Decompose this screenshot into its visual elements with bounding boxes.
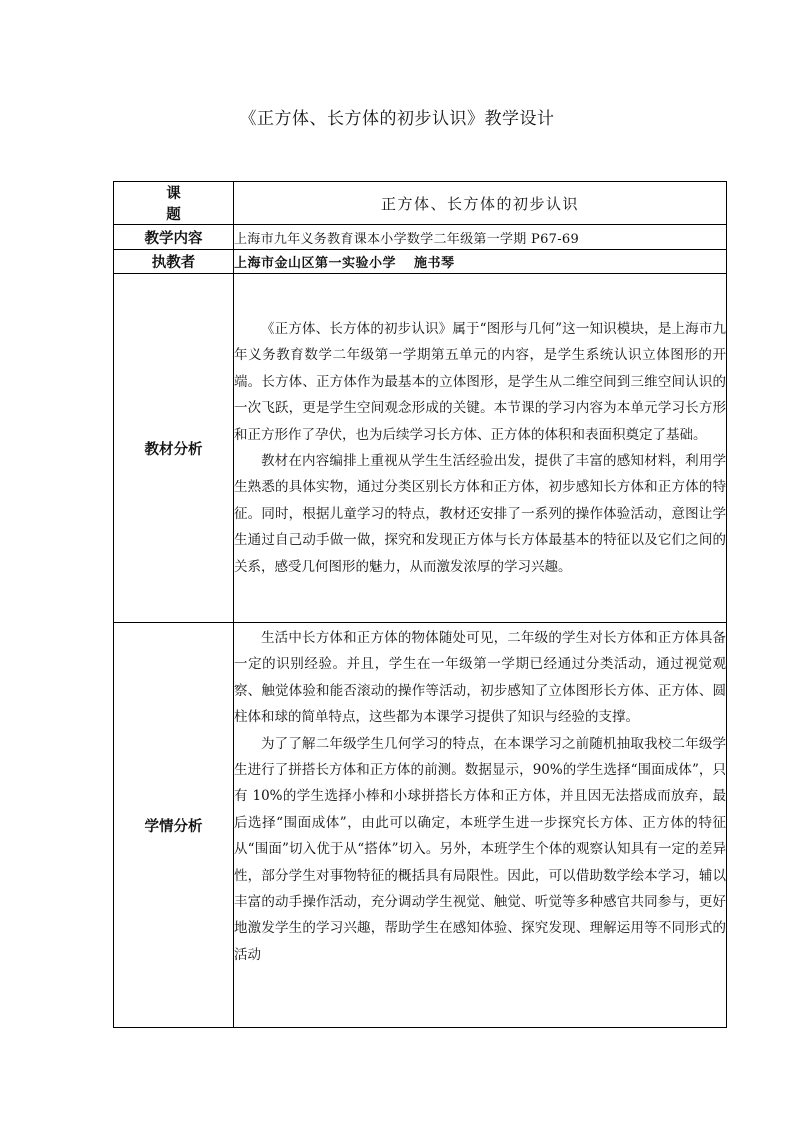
learner-analysis-row [114,623,727,1028]
document-title: 《正方体、长方体的初步认识》教学设计 [239,109,555,129]
learner-analysis-body [234,623,727,1028]
learner-analysis-label: 学情分析 [114,623,234,1028]
learner-paragraph: 为了了解二年级学生几何学习的特点，在本课学习之前随机抽取我校二年级学生进行了拼搭长方体和正方体的前测。数据显示，90%的学生选择“围面成体”，只有 10%的学生选择小棒和小球拼搭长方体和正方体，并且因无法搭成而放弃，最后选择“围面成体”，由此可以确定，本班学生进一步探究长方体、正方体的特征从“围面”切入优于从“搭体”切入。另外，本班学生个体的观察认知具有一定的差异性，部分学生对事物特征的概括具有局限性。因此，可以借助数学绘本学习，辅以丰富的动手操作活动，充分调动学生视觉、触觉、听觉等多种感官共同参与，更好地激发学生的学习兴趣，帮助学生在感知体验、探究发现、理解运用等不同形式的活动 [234,735,726,963]
teacher-label: 执教者 [114,250,234,274]
content-label: 教学内容 [114,225,234,250]
textbook-analysis-body [234,274,727,623]
teacher-value [234,250,727,274]
teacher-row [114,250,727,274]
content-row [114,225,727,250]
learner-analysis-text [234,625,726,1025]
topic-row [114,182,727,225]
learner-paragraph: 生活中长方体和正方体的物体随处可见，二年级的学生对长方体和正方体具备一定的识别经验。并且，学生在一年级第一学期已经通过分类活动，通过视觉观察、触觉体验和能否滚动的操作等活动，初步感知了立体图形长方体、正方体、圆柱体和球的简单特点，这些都为本课学习提供了知识与经验的支撑。 [234,630,726,726]
topic-label: 课 题 [114,182,234,225]
content-value: 上海市九年义务教育课本小学数学二年级第一学期 P67-69 [234,225,727,250]
lesson-plan-table [113,181,727,1028]
textbook-paragraph: 教材在内容编排上重视从学生生活经验出发，提供了丰富的感知材料，利用学生熟悉的具体实物，通过分类区别长方体和正方体，初步感知长方体和正方体的特征。同时，根据儿童学习的特点，教材还安排了一系列的操作体验活动，意图让学生通过自己动手做一做，探究和发现正方体与长方体最基本的特征以及它们之间的关系，感受几何图形的魅力，从而激发浓厚的学习兴趣。 [234,453,726,575]
topic-value: 正方体、长方体的初步认识 [234,182,727,225]
textbook-analysis-label: 教材分析 [114,274,234,623]
textbook-paragraph: 《正方体、长方体的初步认识》属于“图形与几何”这一知识模块，是上海市九年义务教育数学二年级第一学期第五单元的内容，是学生系统认识立体图形的开端。长方体、正方体作为最基本的立体图形，是学生从二维空间到三维空间认识的一次飞跃，更是学生空间观念形成的关键。本节课的学习内容为本单元学习长方形和正方形作了孕伏，也为后续学习长方体、正方体的体积和表面积奠定了基础。 [234,320,726,443]
teacher-school: 上海市金山区第一实验小学 [234,256,397,271]
textbook-analysis-row [114,274,727,623]
teacher-name: 施书琴 [414,256,455,271]
